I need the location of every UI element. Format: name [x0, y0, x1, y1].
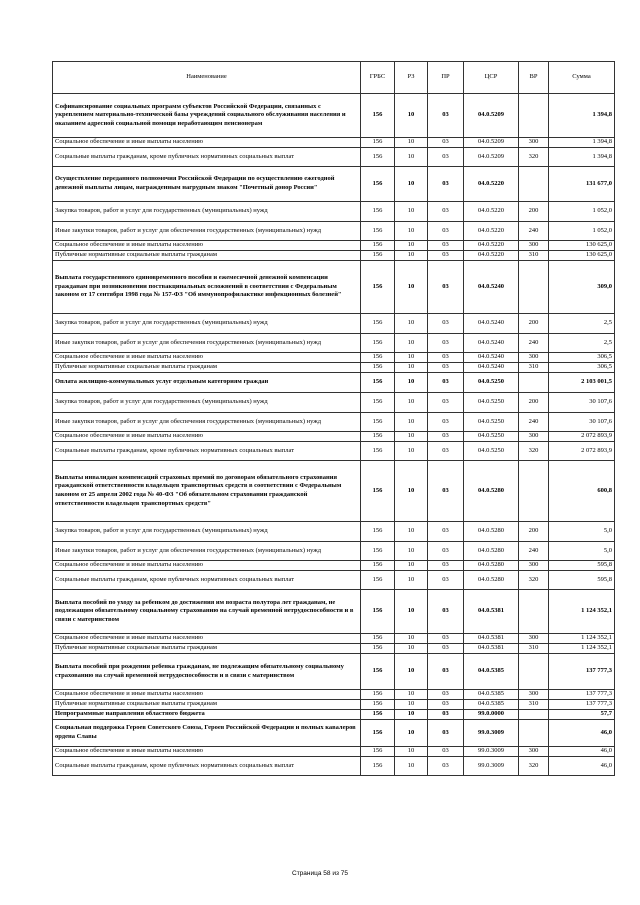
table-row — [53, 654, 615, 690]
cell-vr: 320 — [519, 571, 549, 590]
cell-pr: 03 — [428, 747, 464, 757]
cell-rz: 10 — [395, 393, 428, 413]
cell-csr: 04.0.5250 — [464, 413, 519, 432]
table-row — [53, 314, 615, 334]
cell-grbs: 156 — [361, 314, 395, 334]
cell-rz: 10 — [395, 363, 428, 373]
table-row — [53, 710, 615, 720]
cell-vr: 300 — [519, 138, 549, 148]
cell-pr: 03 — [428, 373, 464, 393]
cell-pr: 03 — [428, 634, 464, 644]
table-row — [53, 700, 615, 710]
cell-pr: 03 — [428, 644, 464, 654]
cell-name: Социальное обеспечение и иные выплаты населению — [53, 353, 361, 363]
cell-csr: 04.0.5280 — [464, 561, 519, 571]
cell-grbs: 156 — [361, 700, 395, 710]
cell-vr: 240 — [519, 222, 549, 241]
cell-vr: 240 — [519, 413, 549, 432]
cell-name: Закупка товаров, работ и услуг для государственных (муниципальных) нужд — [53, 314, 361, 334]
cell-csr: 04.0.5250 — [464, 373, 519, 393]
cell-pr: 03 — [428, 222, 464, 241]
cell-name: Публичные нормативные социальные выплаты гражданам — [53, 363, 361, 373]
cell-grbs: 156 — [361, 432, 395, 442]
cell-csr: 04.0.5240 — [464, 334, 519, 353]
cell-sum: 131 677,0 — [549, 167, 615, 202]
cell-name: Закупка товаров, работ и услуг для государственных (муниципальных) нужд — [53, 202, 361, 222]
cell-rz: 10 — [395, 334, 428, 353]
table-row — [53, 167, 615, 202]
cell-sum: 1 394,8 — [549, 94, 615, 138]
cell-sum: 137 777,3 — [549, 654, 615, 690]
cell-rz: 10 — [395, 542, 428, 561]
cell-sum: 309,0 — [549, 261, 615, 314]
cell-sum: 1 052,0 — [549, 222, 615, 241]
cell-name: Социальное обеспечение и иные выплаты населению — [53, 634, 361, 644]
cell-grbs: 156 — [361, 222, 395, 241]
cell-pr: 03 — [428, 442, 464, 461]
cell-name: Иные закупки товаров, работ и услуг для обеспечения государственных (муниципальных) нужд — [53, 334, 361, 353]
cell-rz: 10 — [395, 413, 428, 432]
cell-name: Публичные нормативные социальные выплаты гражданам — [53, 644, 361, 654]
cell-pr: 03 — [428, 432, 464, 442]
cell-name: Социальные выплаты гражданам, кроме публичных нормативных социальных выплат — [53, 757, 361, 776]
cell-sum: 30 107,6 — [549, 393, 615, 413]
table-row — [53, 261, 615, 314]
cell-csr: 04.0.5240 — [464, 261, 519, 314]
cell-grbs: 156 — [361, 644, 395, 654]
cell-rz: 10 — [395, 700, 428, 710]
table-row — [53, 461, 615, 522]
cell-rz: 10 — [395, 222, 428, 241]
cell-rz: 10 — [395, 571, 428, 590]
cell-grbs: 156 — [361, 654, 395, 690]
table-row — [53, 363, 615, 373]
cell-pr: 03 — [428, 138, 464, 148]
cell-grbs: 156 — [361, 571, 395, 590]
cell-pr: 03 — [428, 522, 464, 542]
cell-csr: 04.0.5250 — [464, 432, 519, 442]
table-row — [53, 522, 615, 542]
header-csr: ЦСР — [464, 62, 519, 94]
cell-vr: 200 — [519, 202, 549, 222]
cell-grbs: 156 — [361, 413, 395, 432]
cell-name: Оплата жилищно-коммунальных услуг отдельным категориям граждан — [53, 373, 361, 393]
cell-csr: 04.0.5381 — [464, 634, 519, 644]
cell-csr: 04.0.5220 — [464, 167, 519, 202]
cell-name: Социальное обеспечение и иные выплаты населению — [53, 747, 361, 757]
cell-csr: 04.0.5385 — [464, 700, 519, 710]
cell-grbs: 156 — [361, 720, 395, 747]
cell-pr: 03 — [428, 314, 464, 334]
cell-sum: 306,5 — [549, 363, 615, 373]
cell-name: Иные закупки товаров, работ и услуг для обеспечения государственных (муниципальных) нужд — [53, 222, 361, 241]
cell-pr: 03 — [428, 654, 464, 690]
table-row — [53, 690, 615, 700]
page-number: Страница 58 из 75 — [292, 870, 348, 877]
cell-vr — [519, 710, 549, 720]
cell-pr: 03 — [428, 690, 464, 700]
cell-rz: 10 — [395, 710, 428, 720]
cell-vr: 310 — [519, 251, 549, 261]
cell-rz: 10 — [395, 251, 428, 261]
cell-rz: 10 — [395, 373, 428, 393]
header-rz: РЗ — [395, 62, 428, 94]
cell-sum: 2,5 — [549, 314, 615, 334]
cell-vr: 200 — [519, 522, 549, 542]
cell-pr: 03 — [428, 461, 464, 522]
cell-csr: 99.0.3009 — [464, 757, 519, 776]
cell-name: Социальные выплаты гражданам, кроме публичных нормативных социальных выплат — [53, 571, 361, 590]
cell-sum: 2 103 001,5 — [549, 373, 615, 393]
cell-csr: 99.0.3009 — [464, 747, 519, 757]
cell-vr: 300 — [519, 690, 549, 700]
cell-name: Выплаты инвалидам компенсаций страховых премий по договорам обязательного страхования гражданской ответственности владельцев транспортных средств в соответствии с Федеральным законом от 25 апреля 2002 года № 40-ФЗ "Об обязательном страховании гражданской ответственности владельцев транспортных средств" — [53, 461, 361, 522]
table-row — [53, 590, 615, 634]
cell-sum: 46,0 — [549, 747, 615, 757]
cell-sum: 1 394,8 — [549, 148, 615, 167]
cell-grbs: 156 — [361, 241, 395, 251]
cell-grbs: 156 — [361, 202, 395, 222]
cell-sum: 5,0 — [549, 542, 615, 561]
header-vr: ВР — [519, 62, 549, 94]
cell-sum: 306,5 — [549, 353, 615, 363]
cell-vr — [519, 167, 549, 202]
cell-name: Выплата пособий при рождении ребенка гражданам, не подлежащим обязательному социальному страхованию на случай временной нетрудоспособности и в связи с материнством — [53, 654, 361, 690]
cell-name: Осуществление переданного полномочия Российской Федерации по осуществлению ежегодной денежной выплаты лицам, награжденным нагрудным знаком "Почетный донор России" — [53, 167, 361, 202]
cell-pr: 03 — [428, 167, 464, 202]
cell-rz: 10 — [395, 461, 428, 522]
cell-sum: 1 394,8 — [549, 138, 615, 148]
header-row — [53, 62, 615, 94]
table-row — [53, 571, 615, 590]
cell-name: Закупка товаров, работ и услуг для государственных (муниципальных) нужд — [53, 522, 361, 542]
cell-name: Иные закупки товаров, работ и услуг для обеспечения государственных (муниципальных) нужд — [53, 542, 361, 561]
header-sum: Сумма — [549, 62, 615, 94]
cell-rz: 10 — [395, 241, 428, 251]
table-row — [53, 720, 615, 747]
cell-grbs: 156 — [361, 461, 395, 522]
cell-rz: 10 — [395, 590, 428, 634]
cell-sum: 595,8 — [549, 561, 615, 571]
cell-rz: 10 — [395, 314, 428, 334]
cell-sum: 57,7 — [549, 710, 615, 720]
cell-csr: 04.0.5240 — [464, 353, 519, 363]
cell-sum: 2 072 893,9 — [549, 442, 615, 461]
table-row — [53, 393, 615, 413]
cell-grbs: 156 — [361, 393, 395, 413]
cell-grbs: 156 — [361, 590, 395, 634]
cell-name: Иные закупки товаров, работ и услуг для обеспечения государственных (муниципальных) нужд — [53, 413, 361, 432]
cell-rz: 10 — [395, 690, 428, 700]
cell-grbs: 156 — [361, 363, 395, 373]
cell-csr: 04.0.5250 — [464, 393, 519, 413]
cell-grbs: 156 — [361, 634, 395, 644]
cell-grbs: 156 — [361, 148, 395, 167]
cell-sum: 1 124 352,1 — [549, 644, 615, 654]
cell-csr: 04.0.5385 — [464, 654, 519, 690]
cell-rz: 10 — [395, 654, 428, 690]
cell-csr: 04.0.5209 — [464, 94, 519, 138]
cell-name: Социальные выплаты гражданам, кроме публичных нормативных социальных выплат — [53, 148, 361, 167]
cell-csr: 04.0.5220 — [464, 241, 519, 251]
cell-grbs: 156 — [361, 261, 395, 314]
cell-grbs: 156 — [361, 138, 395, 148]
cell-sum: 30 107,6 — [549, 413, 615, 432]
cell-vr: 300 — [519, 353, 549, 363]
table-row — [53, 148, 615, 167]
cell-name: Социальные выплаты гражданам, кроме публичных нормативных социальных выплат — [53, 442, 361, 461]
table-row — [53, 413, 615, 432]
cell-csr: 04.0.5381 — [464, 644, 519, 654]
cell-pr: 03 — [428, 251, 464, 261]
cell-rz: 10 — [395, 202, 428, 222]
cell-grbs: 156 — [361, 334, 395, 353]
cell-pr: 03 — [428, 363, 464, 373]
cell-csr: 04.0.5220 — [464, 222, 519, 241]
cell-rz: 10 — [395, 757, 428, 776]
cell-csr: 99.0.0000 — [464, 710, 519, 720]
budget-table — [52, 61, 615, 776]
cell-vr — [519, 94, 549, 138]
table-row — [53, 634, 615, 644]
cell-sum: 1 124 352,1 — [549, 634, 615, 644]
cell-csr: 04.0.5209 — [464, 138, 519, 148]
cell-grbs: 156 — [361, 353, 395, 363]
header-pr: ПР — [428, 62, 464, 94]
cell-sum: 600,8 — [549, 461, 615, 522]
cell-sum: 137 777,3 — [549, 690, 615, 700]
cell-vr — [519, 720, 549, 747]
cell-vr: 240 — [519, 542, 549, 561]
table-row — [53, 251, 615, 261]
cell-grbs: 156 — [361, 522, 395, 542]
cell-csr: 04.0.5385 — [464, 690, 519, 700]
table-row — [53, 222, 615, 241]
cell-pr: 03 — [428, 413, 464, 432]
cell-sum: 1 124 352,1 — [549, 590, 615, 634]
cell-vr — [519, 373, 549, 393]
cell-vr: 310 — [519, 644, 549, 654]
cell-pr: 03 — [428, 148, 464, 167]
cell-pr: 03 — [428, 571, 464, 590]
cell-name: Софинансирование социальных программ субъектов Российской Федерации, связанных с укреплением материально-технической базы учреждений социального обслуживания населения и оказанием адресной социальной помощи неработающим пенсионерам — [53, 94, 361, 138]
cell-name: Социальное обеспечение и иные выплаты населению — [53, 138, 361, 148]
cell-vr: 200 — [519, 314, 549, 334]
cell-vr: 310 — [519, 700, 549, 710]
cell-csr: 04.0.5250 — [464, 442, 519, 461]
cell-grbs: 156 — [361, 442, 395, 461]
cell-grbs: 156 — [361, 94, 395, 138]
cell-sum: 130 625,0 — [549, 251, 615, 261]
cell-pr: 03 — [428, 241, 464, 251]
cell-csr: 99.0.3009 — [464, 720, 519, 747]
cell-rz: 10 — [395, 442, 428, 461]
cell-vr: 320 — [519, 442, 549, 461]
cell-name: Закупка товаров, работ и услуг для государственных (муниципальных) нужд — [53, 393, 361, 413]
cell-rz: 10 — [395, 167, 428, 202]
cell-rz: 10 — [395, 561, 428, 571]
cell-name: Социальная поддержка Героев Советского Союза, Героев Российской Федерации и полных кавалеров ордена Славы — [53, 720, 361, 747]
cell-csr: 04.0.5280 — [464, 571, 519, 590]
cell-pr: 03 — [428, 542, 464, 561]
cell-pr: 03 — [428, 710, 464, 720]
cell-pr: 03 — [428, 393, 464, 413]
cell-grbs: 156 — [361, 251, 395, 261]
table-row — [53, 138, 615, 148]
table-row — [53, 747, 615, 757]
cell-rz: 10 — [395, 747, 428, 757]
cell-name: Выплата пособий по уходу за ребенком до достижения им возраста полутора лет гражданам, не подлежащим обязательному социальному страхованию на случай временной нетрудоспособности и в связи с материнством — [53, 590, 361, 634]
cell-vr: 320 — [519, 148, 549, 167]
cell-vr: 300 — [519, 241, 549, 251]
cell-csr: 04.0.5280 — [464, 461, 519, 522]
cell-rz: 10 — [395, 261, 428, 314]
cell-pr: 03 — [428, 757, 464, 776]
cell-grbs: 156 — [361, 710, 395, 720]
cell-csr: 04.0.5220 — [464, 202, 519, 222]
cell-grbs: 156 — [361, 167, 395, 202]
cell-grbs: 156 — [361, 690, 395, 700]
cell-rz: 10 — [395, 720, 428, 747]
cell-grbs: 156 — [361, 757, 395, 776]
cell-csr: 04.0.5220 — [464, 251, 519, 261]
cell-name: Социальное обеспечение и иные выплаты населению — [53, 561, 361, 571]
cell-rz: 10 — [395, 644, 428, 654]
cell-sum: 137 777,3 — [549, 700, 615, 710]
table-row — [53, 442, 615, 461]
table-row — [53, 561, 615, 571]
cell-csr: 04.0.5280 — [464, 542, 519, 561]
header-grbs: ГРБС — [361, 62, 395, 94]
cell-sum: 5,0 — [549, 522, 615, 542]
table-row — [53, 432, 615, 442]
table-row — [53, 757, 615, 776]
cell-rz: 10 — [395, 138, 428, 148]
cell-name: Социальное обеспечение и иные выплаты населению — [53, 432, 361, 442]
table-row — [53, 334, 615, 353]
cell-pr: 03 — [428, 334, 464, 353]
cell-vr: 300 — [519, 747, 549, 757]
cell-pr: 03 — [428, 353, 464, 363]
cell-name: Социальное обеспечение и иные выплаты населению — [53, 241, 361, 251]
cell-sum: 2 072 893,9 — [549, 432, 615, 442]
cell-pr: 03 — [428, 561, 464, 571]
cell-rz: 10 — [395, 94, 428, 138]
cell-csr: 04.0.5240 — [464, 314, 519, 334]
cell-vr — [519, 461, 549, 522]
cell-grbs: 156 — [361, 747, 395, 757]
cell-pr: 03 — [428, 590, 464, 634]
cell-sum: 595,8 — [549, 571, 615, 590]
cell-sum: 46,0 — [549, 757, 615, 776]
cell-rz: 10 — [395, 634, 428, 644]
cell-grbs: 156 — [361, 542, 395, 561]
cell-sum: 130 625,0 — [549, 241, 615, 251]
cell-name: Выплата государственного единовременного пособия и ежемесячной денежной компенсации гражданам при возникновении поствакцинальных осложнений в соответствии с Федеральным законом от 17 сентября 1998 года № 157-ФЗ "Об иммунопрофилактике инфекционных болезней" — [53, 261, 361, 314]
cell-csr: 04.0.5209 — [464, 148, 519, 167]
table-row — [53, 353, 615, 363]
cell-vr: 300 — [519, 432, 549, 442]
cell-sum: 2,5 — [549, 334, 615, 353]
cell-grbs: 156 — [361, 561, 395, 571]
cell-rz: 10 — [395, 148, 428, 167]
cell-pr: 03 — [428, 720, 464, 747]
cell-vr: 200 — [519, 393, 549, 413]
table-row — [53, 94, 615, 138]
cell-csr: 04.0.5381 — [464, 590, 519, 634]
cell-vr: 240 — [519, 334, 549, 353]
cell-pr: 03 — [428, 94, 464, 138]
table-row — [53, 241, 615, 251]
table-row — [53, 373, 615, 393]
cell-rz: 10 — [395, 353, 428, 363]
cell-vr: 300 — [519, 634, 549, 644]
cell-vr: 320 — [519, 757, 549, 776]
cell-vr: 300 — [519, 561, 549, 571]
cell-pr: 03 — [428, 202, 464, 222]
cell-pr: 03 — [428, 700, 464, 710]
cell-grbs: 156 — [361, 373, 395, 393]
cell-vr: 310 — [519, 363, 549, 373]
header-name: Наименование — [53, 62, 361, 94]
table-row — [53, 202, 615, 222]
cell-name: Социальное обеспечение и иные выплаты населению — [53, 690, 361, 700]
cell-vr — [519, 590, 549, 634]
cell-csr: 04.0.5280 — [464, 522, 519, 542]
cell-pr: 03 — [428, 261, 464, 314]
cell-rz: 10 — [395, 522, 428, 542]
cell-vr — [519, 261, 549, 314]
table-row — [53, 644, 615, 654]
cell-rz: 10 — [395, 432, 428, 442]
cell-name: Публичные нормативные социальные выплаты гражданам — [53, 251, 361, 261]
cell-sum: 1 052,0 — [549, 202, 615, 222]
table-row — [53, 542, 615, 561]
cell-csr: 04.0.5240 — [464, 363, 519, 373]
cell-name: Публичные нормативные социальные выплаты гражданам — [53, 700, 361, 710]
cell-name: Непрограммные направления областного бюджета — [53, 710, 361, 720]
cell-sum: 46,0 — [549, 720, 615, 747]
cell-vr — [519, 654, 549, 690]
